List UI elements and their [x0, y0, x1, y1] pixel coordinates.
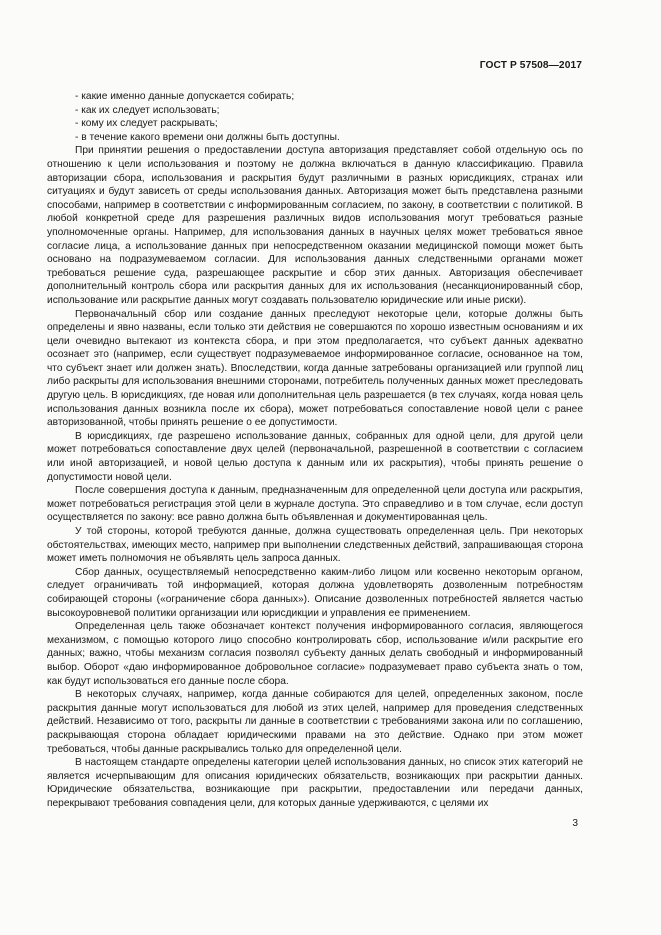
- paragraph-requesting-party: У той стороны, которой требуются данные, должна существовать определенная цель. При некоторых обстоятельствах, имеющих место, например при выполнении следственных действий, запрашивающая сторона может иметь полномочия не объявлять цель запроса данных.: [47, 526, 583, 565]
- paragraph-initial-collection: Первоначальный сбор или создание данных преследуют некоторые цели, которые должны быть определены и явно названы, если только эти действия не совершаются по хорошо известным основаниям и их цели очевидно вытекают из контекста сбора, и при этом предполагается, что субъект данных адекватно осознает это (например, если существует подразумеваемое информированное согласие, основанное на том, что субъект знает или должен знать). Впоследствии, когда данные затребованы организацией или группой лиц либо раскрыты для использования внешними сторонами, потребитель полученных данных может преследовать другую цель. В юрисдикциях, где новая или дополнительная цель разрешается (в тех случаях, когда новая цель использования данных возникла после их сбора), может потребоваться сопоставление новой цели с ранее авторизованной, чтобы принять решение о ее допустимости.: [47, 308, 583, 429]
- paragraph-access-logging: После совершения доступа к данным, предназначенным для определенной цели доступа или раскрытия, может потребоваться регистрация этой цели в журнале доступа. Это справедливо и в том случае, если доступ осуществляется по закону: все равно должна быть объявленная и документированная цель.: [47, 485, 583, 524]
- document-body: [47, 90, 583, 810]
- paragraph-legal-purposes: В некоторых случаях, например, когда данные собираются для целей, определенных законом, после раскрытия данные могут использоваться для любой из этих целей, например для проведения следственных действий. Независимо от того, раскрыты ли данные в соответствии с требованиями закона или по соглашению, раскрывающая сторона обладает юридическими правами на это действие. Однако при этом может требоваться, чтобы данные раскрывались только для определенной цели.: [47, 689, 583, 755]
- list-item: - какие именно данные допускается собирать;: [75, 91, 295, 102]
- paragraph-purpose-categories: В настоящем стандарте определены категории целей использования данных, но список этих категорий не является исчерпывающим для описания юридических обязательств, возникающих при раскрытии данных. Юридические обязательства, возникающие при раскрытии, предоставлении или передачи данных, перекрывают требования совпадения цели, для которых данные удерживаются, с целями их: [47, 757, 583, 809]
- document-standard-number: ГОСТ Р 57508—2017: [479, 60, 582, 71]
- paragraph-jurisdictions: В юрисдикциях, где разрешено использование данных, собранных для одной цели, для другой цели может потребоваться сопоставление двух целей (первоначальной, разрешенной в соответствии с согласием или иной авторизацией, и новой целью доступа к данным или их раскрытия), чтобы принять решение о допустимости новой цели.: [47, 430, 583, 483]
- paragraph-informed-consent: Определенная цель также обозначает контекст получения информированного согласия, являющегося механизмом, с помощью которого лицо способно контролировать сбор, использование и/или раскрытие его данных; важно, чтобы механизм согласия позволял субъекту данных делать свободный и информированный выбор. Оборот «даю информированное добровольное согласие» подразумевает право субъекта знать о том, как будут использоваться его данные после сбора.: [47, 621, 583, 687]
- page-number: 3: [572, 818, 578, 829]
- list-item: - кому их следует раскрывать;: [75, 118, 218, 130]
- paragraph-authorization: При принятии решения о предоставлении доступа авторизация представляет собой отдельную ось по отношению к цели использования и поэтому не должна включаться в данную классификацию. Правила авторизации сбора, использования и раскрытия будут различными в разных юрисдикциях, странах или ситуациях и будут зависеть от среды использования данных. Авторизация может быть представлена разными способами, например в соответствии с информированным согласием, по закону, в соответствии с политикой. В любой конкретной среде для разрешения различных видов использования могут требоваться разные уполномоченные органы. Например, для использования данных в научных целях может требоваться явное согласие лица, а использование данных при непосредственном оказании медицинской помощи может быть основано на подразумеваемом согласии. Для использования данных следственными органами может требоваться решение суда, разрешающее раскрытие и сбор этих данных. Авторизация обеспечивает дополнительный контроль сбора или раскрытия данных для их использования (несанкционированный сбор, использование или раскрытие данных могут создавать пользователю юридические или иные риски).: [47, 145, 583, 306]
- bullet-list: [47, 90, 583, 144]
- list-item: - как их следует использовать;: [75, 104, 220, 116]
- list-item: - в течение какого времени они должны быть доступны.: [75, 131, 340, 143]
- paragraph-collection-limitation: Сбор данных, осуществляемый непосредственно каким-либо лицом или косвенно некоторым органом, следует ограничивать той информацией, которая должна удовлетворять дозволенным потребностям собирающей стороны («ограничение сбора данных»). Описание дозволенных потребностей является частью высокоуровневой политики организации или юрисдикции и управления ее применением.: [47, 566, 583, 619]
